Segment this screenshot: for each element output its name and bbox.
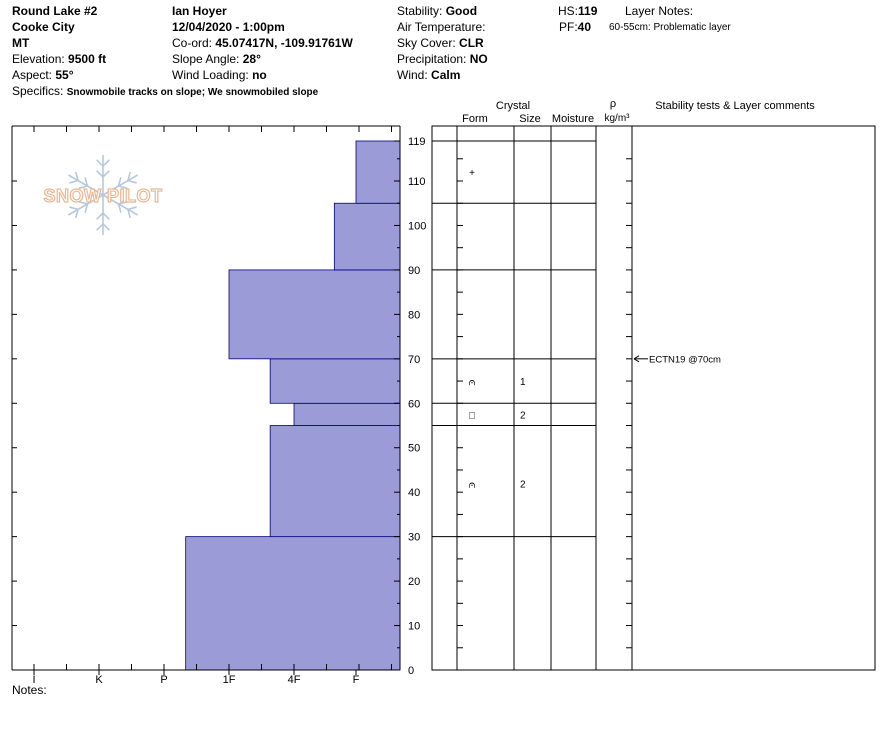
air-temperature: Air Temperature: (397, 20, 486, 34)
height-label-80: 80 (408, 309, 421, 322)
wind: Wind: Calm (397, 68, 461, 82)
crystal-size-3: 2 (520, 479, 526, 491)
flake-branch (69, 207, 78, 209)
flake-branch (103, 224, 109, 230)
watermark-logo: SNOW PILOT (43, 186, 163, 206)
hardness-label-4f: 4F (287, 674, 301, 686)
crystal-form-3: ⩀ (468, 479, 476, 491)
header-density-unit: kg/m³ (604, 113, 630, 124)
stability-test-0: ECTN19 @70cm (649, 354, 721, 366)
penetration-foot: PF:40 (559, 20, 592, 34)
height-label-20: 20 (408, 576, 421, 589)
height-label-30: 30 (408, 531, 421, 544)
area-name: Cooke City (12, 20, 75, 34)
specifics: Specifics: Snowmobile tracks on slope; We snowmobiled slope (12, 84, 319, 98)
flake-branch (103, 160, 109, 166)
crystal-form-2: □ (468, 410, 476, 422)
height-label-119: 119 (408, 136, 426, 148)
header-moisture: Moisture (551, 113, 595, 125)
precipitation: Precipitation: NO (397, 52, 488, 66)
hardness-label-1f: 1F (222, 674, 236, 686)
header-rho: ρ (609, 98, 617, 110)
crystal-form-1: ⩀ (468, 377, 476, 389)
snow-height: HS:119 (558, 4, 598, 18)
height-label-10: 10 (408, 620, 421, 633)
height-label-110: 110 (408, 176, 426, 189)
observation-datetime: 12/04/2020 - 1:00pm (172, 20, 285, 34)
hardness-label-f: F (352, 674, 360, 686)
hardness-label-i: I (32, 674, 36, 686)
aspect: Aspect: 55° (12, 68, 74, 82)
crystal-size-1: 1 (520, 377, 526, 389)
slope-angle: Slope Angle: 28° (172, 52, 261, 66)
sky-cover: Sky Cover: CLR (397, 36, 484, 50)
flake-branch (103, 171, 109, 177)
flake-branch (103, 213, 109, 219)
layer-table-border (432, 126, 875, 670)
height-label-100: 100 (408, 220, 427, 233)
hardness-bar-3 (270, 359, 400, 403)
observer-name: Ian Hoyer (172, 4, 227, 18)
flake-branch (128, 181, 137, 183)
stability-rating: Stability: Good (397, 4, 478, 18)
header-stability-tests: Stability tests & Layer comments (655, 100, 815, 112)
flake-branch (97, 160, 103, 166)
hardness-bar-1 (270, 426, 400, 537)
hardness-label-p: P (160, 674, 168, 686)
flake-branch (97, 213, 103, 219)
notes-label: Notes: (12, 683, 47, 697)
flake-branch (97, 171, 103, 177)
location-name: Round Lake #2 (12, 4, 98, 18)
wind-loading: Wind Loading: no (172, 68, 267, 82)
hardness-bar-5 (334, 203, 400, 270)
crystal-size-2: 2 (520, 410, 526, 422)
flake-branch (128, 207, 137, 209)
hardness-bar-0 (186, 537, 400, 670)
height-label-70: 70 (408, 353, 421, 366)
height-label-40: 40 (408, 487, 421, 500)
coordinates: Co-ord: 45.07417N, -109.91761W (172, 36, 353, 50)
header-form: Form (462, 113, 488, 125)
hardness-bar-4 (229, 270, 400, 359)
state-name: MT (12, 36, 30, 50)
flake-branch (97, 224, 103, 230)
hardness-label-k: K (95, 674, 103, 686)
height-label-50: 50 (408, 442, 421, 455)
hardness-bar-6 (356, 141, 400, 203)
header-crystal: Crystal (495, 100, 531, 112)
elevation: Elevation: 9500 ft (12, 52, 107, 66)
layer-notes-label: Layer Notes: (625, 4, 694, 18)
layer-note: 60-55cm: Problematic layer (609, 22, 731, 33)
flake-branch (69, 181, 78, 183)
hardness-bar-2 (294, 403, 400, 425)
height-label-60: 60 (408, 398, 421, 411)
header-size: Size (519, 113, 541, 125)
height-label-0: 0 (408, 665, 415, 677)
height-label-90: 90 (408, 264, 421, 277)
crystal-form-0: + (469, 168, 475, 180)
